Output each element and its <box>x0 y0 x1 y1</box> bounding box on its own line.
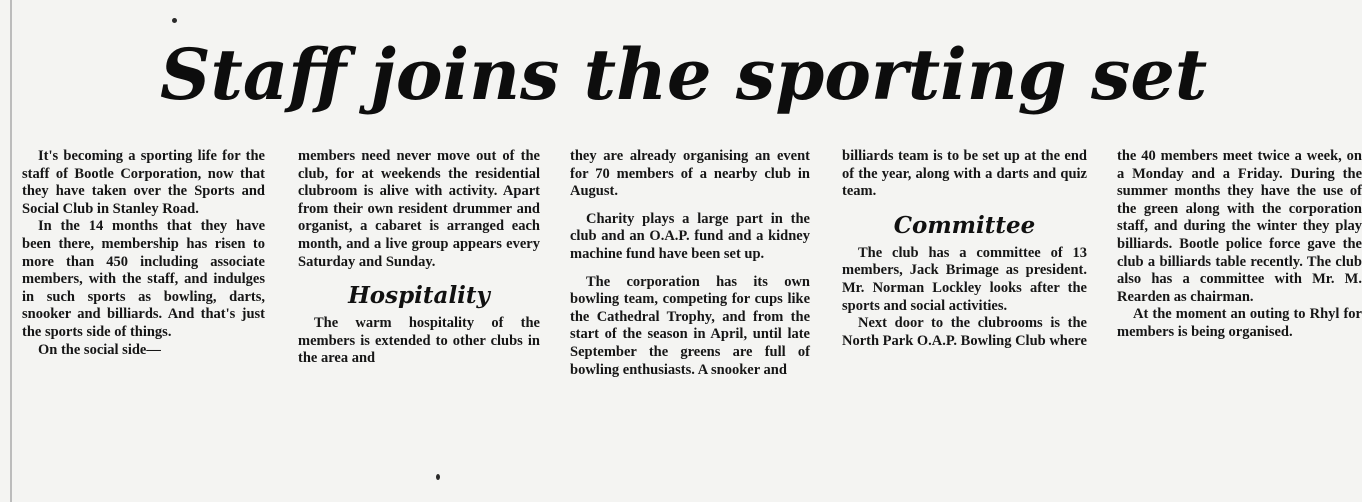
subheading: Committee <box>893 211 1036 239</box>
article-column-4 <box>842 148 1087 350</box>
paragraph: It's becoming a sporting life for the staff of Bootle Corporation, now that they have taken over the Sports and Social Club in Stanley Road. <box>22 148 265 217</box>
paragraph: The warm hospitality of the members is extended to other clubs in the area and <box>298 315 540 367</box>
paragraph: billiards team is to be set up at the end of the year, along with a darts and quiz team. <box>842 148 1087 200</box>
paragraph: In the 14 months that they have been there, membership has risen to more than 450 including associate members, with the staff, and indulges in such sports as bowling, darts, snooker and billiards. And that's just the sports side of things. <box>22 218 265 340</box>
paragraph: they are already organising an event for 70 members of a nearby club in August. <box>570 148 810 200</box>
article-column-5 <box>1117 148 1362 342</box>
paragraph: On the social side— <box>38 341 161 358</box>
subheading: Hospitality <box>348 282 490 310</box>
ink-speck <box>436 474 440 480</box>
headline: Staff joins the sporting set <box>160 33 1208 116</box>
article-column-3 <box>570 148 810 379</box>
paragraph: Charity plays a large part in the club and an O.A.P. fund and a kidney machine fund have been set up. <box>570 210 810 262</box>
paragraph: members need never move out of the club, for at weekends the residential clubroom is alive with activity. Apart from their own resident drummer and organist, a cabaret is arranged each month, and a live group appears every Saturday and Sunday. <box>298 148 540 270</box>
paragraph: the 40 members meet twice a week, on a Monday and a Friday. During the summer months they have the use of the green along with the corporation staff, and during the winter they play billiards. Bootle police force gave the club a billiards table recently. The club also has a committee with Mr. M. Rearden as chairman. <box>1117 148 1362 305</box>
paragraph: The club has a committee of 13 members, Jack Brimage as president. Mr. Norman Lockley looks after the sports and social activities. <box>842 244 1087 314</box>
paragraph: Next door to the clubrooms is the North Park O.A.P. Bowling Club where <box>842 315 1087 349</box>
paragraph: At the moment an outing to Rhyl for members is being organised. <box>1117 306 1362 340</box>
article-column-2 <box>298 148 540 368</box>
paragraph: The corporation has its own bowling team, competing for cups like the Cathedral Trophy, and from the start of the season in April, until late September the greens are full of bowling enthusiasts. A snooker and <box>570 273 810 378</box>
column-rule <box>10 0 12 502</box>
article-column-1 <box>22 148 265 359</box>
